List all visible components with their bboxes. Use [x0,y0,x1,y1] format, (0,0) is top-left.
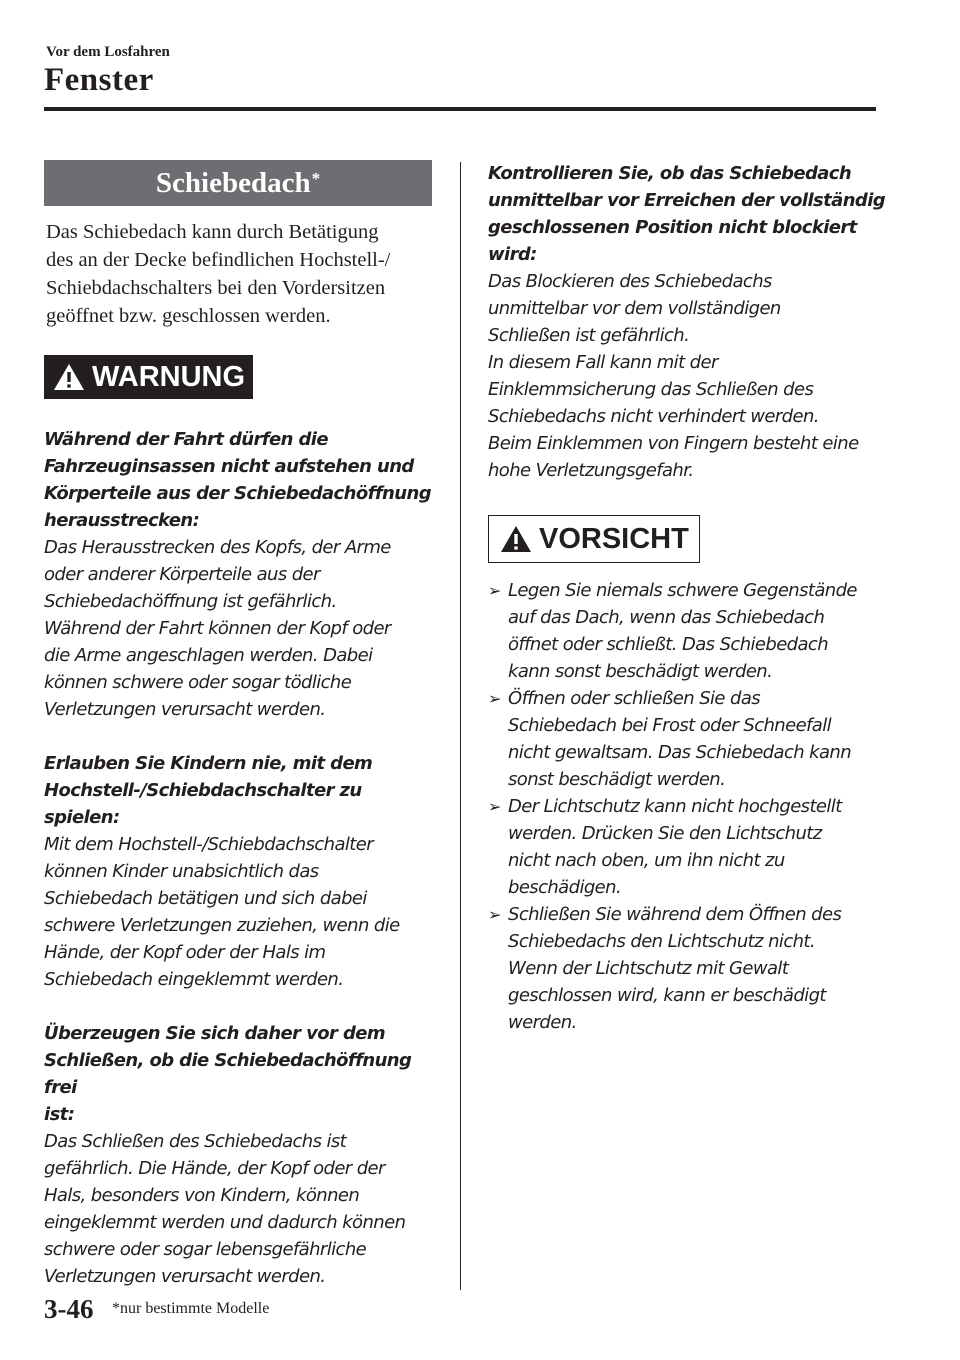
caution-label [488,515,700,563]
warning-block-heading: Erlauben Sie Kindern nie, mit dem Hochstell-/Schiebdachschalter zu spielen: [44,753,373,828]
list-item [488,685,888,793]
caution-label-text: VORSICHT [539,522,689,555]
warning-content-right [488,160,888,484]
caution-item-text: Der Lichtschutz kann nicht hochgestellt werden. Drücken Sie den Lichtschutz nicht nach oben, um ihn nicht zu beschädigen. [508,796,842,898]
right-column [488,160,888,1036]
topic-title: Schiebedach [155,166,311,199]
warning-label [44,355,253,399]
caution-item-text: Legen Sie niemals schwere Gegenstände auf das Dach, wenn das Schiebedach öffnet oder schließt. Das Schiebedach kann sonst beschädigt werden. [508,580,857,682]
warning-block-body: Das Schließen des Schiebedachs ist gefährlich. Die Hände, der Kopf oder der Hals, besonders von Kindern, können eingeklemmt werden und dadurch können schwere oder sogar lebensgefährliche Verletzungen verursacht werden. [44,1131,406,1287]
intro-paragraph: Das Schiebedach kann durch Betätigung des an der Decke befindlichen Hochstell-/ Schiebdachschalters bei den Vordersitzen geöffnet bzw. geschlossen werden. [46,221,391,327]
arrow-bullet-icon: ➢ [488,689,501,708]
footnote: *nur bestimmte Modelle [112,1300,270,1317]
warning-label-text: WARNUNG [92,360,246,393]
warning-content-left [44,426,434,1290]
warning-block-heading: Während der Fahrt dürfen die Fahrzeuginsassen nicht aufstehen und Körperteile aus der Schiebedachöffnung herausstrecken: [44,429,431,531]
list-item [488,577,888,685]
warning-block-body: Das Blockieren des Schiebedachs unmittelbar vor dem vollständigen Schließen ist gefährlich. In diesem Fall kann mit der Einklemmsicherung das Schließen des Schiebedachs nicht verhindert werden. Beim Einklemmen von Fingern besteht eine hohe Verletzungsgefahr. [488,271,859,481]
page-number: 3-46 [44,1294,94,1324]
warning-block-body: Das Herausstrecken des Kopfs, der Arme oder anderer Körperteile aus der Schiebedachöffnung ist gefährlich. Während der Fahrt können der Kopf oder die Arme angeschlagen werden. Dabei können schwere oder sogar tödliche Verletzungen verursacht werden. [44,537,391,720]
topic-heading [44,160,432,206]
list-item [488,793,888,901]
caution-list [488,577,888,1036]
page-title: Fenster [44,62,154,98]
warning-triangle-icon [52,362,86,392]
warning-block [44,426,434,723]
caution-item-text: Öffnen oder schließen Sie das Schiebedach bei Frost oder Schneefall nicht gewaltsam. Das Schiebedach kann sonst beschädigt werden. [508,688,852,790]
warning-block-heading: Überzeugen Sie sich daher vor dem Schließen, ob die Schiebedachöffnung frei ist: [44,1023,412,1125]
warning-block [44,1020,434,1290]
warning-block [488,160,888,484]
left-column [44,160,434,1290]
caution-item-text: Schließen Sie während dem Öffnen des Schiebedachs den Lichtschutz nicht. Wenn der Lichtschutz mit Gewalt geschlossen wird, kann er beschädigt werden. [508,904,842,1033]
column-divider [460,162,461,1290]
section-label: Vor dem Losfahren [46,44,170,60]
warning-triangle-icon [499,524,533,554]
arrow-bullet-icon: ➢ [488,581,501,600]
warning-block [44,750,434,993]
arrow-bullet-icon: ➢ [488,905,501,924]
warning-block-heading: Kontrollieren Sie, ob das Schiebedach unmittelbar vor Erreichen der vollständig geschlossenen Position nicht blockiert wird: [488,163,886,265]
list-item [488,901,888,1036]
warning-block-body: Mit dem Hochstell-/Schiebdachschalter können Kinder unabsichtlich das Schiebedach betätigen und sich dabei schwere Verletzungen zuziehen, wenn die Hände, der Kopf oder der Hals im Schiebedach eingeklemmt werden. [44,834,400,990]
arrow-bullet-icon: ➢ [488,797,501,816]
header-rule [44,107,876,111]
topic-marker: * [311,169,321,188]
